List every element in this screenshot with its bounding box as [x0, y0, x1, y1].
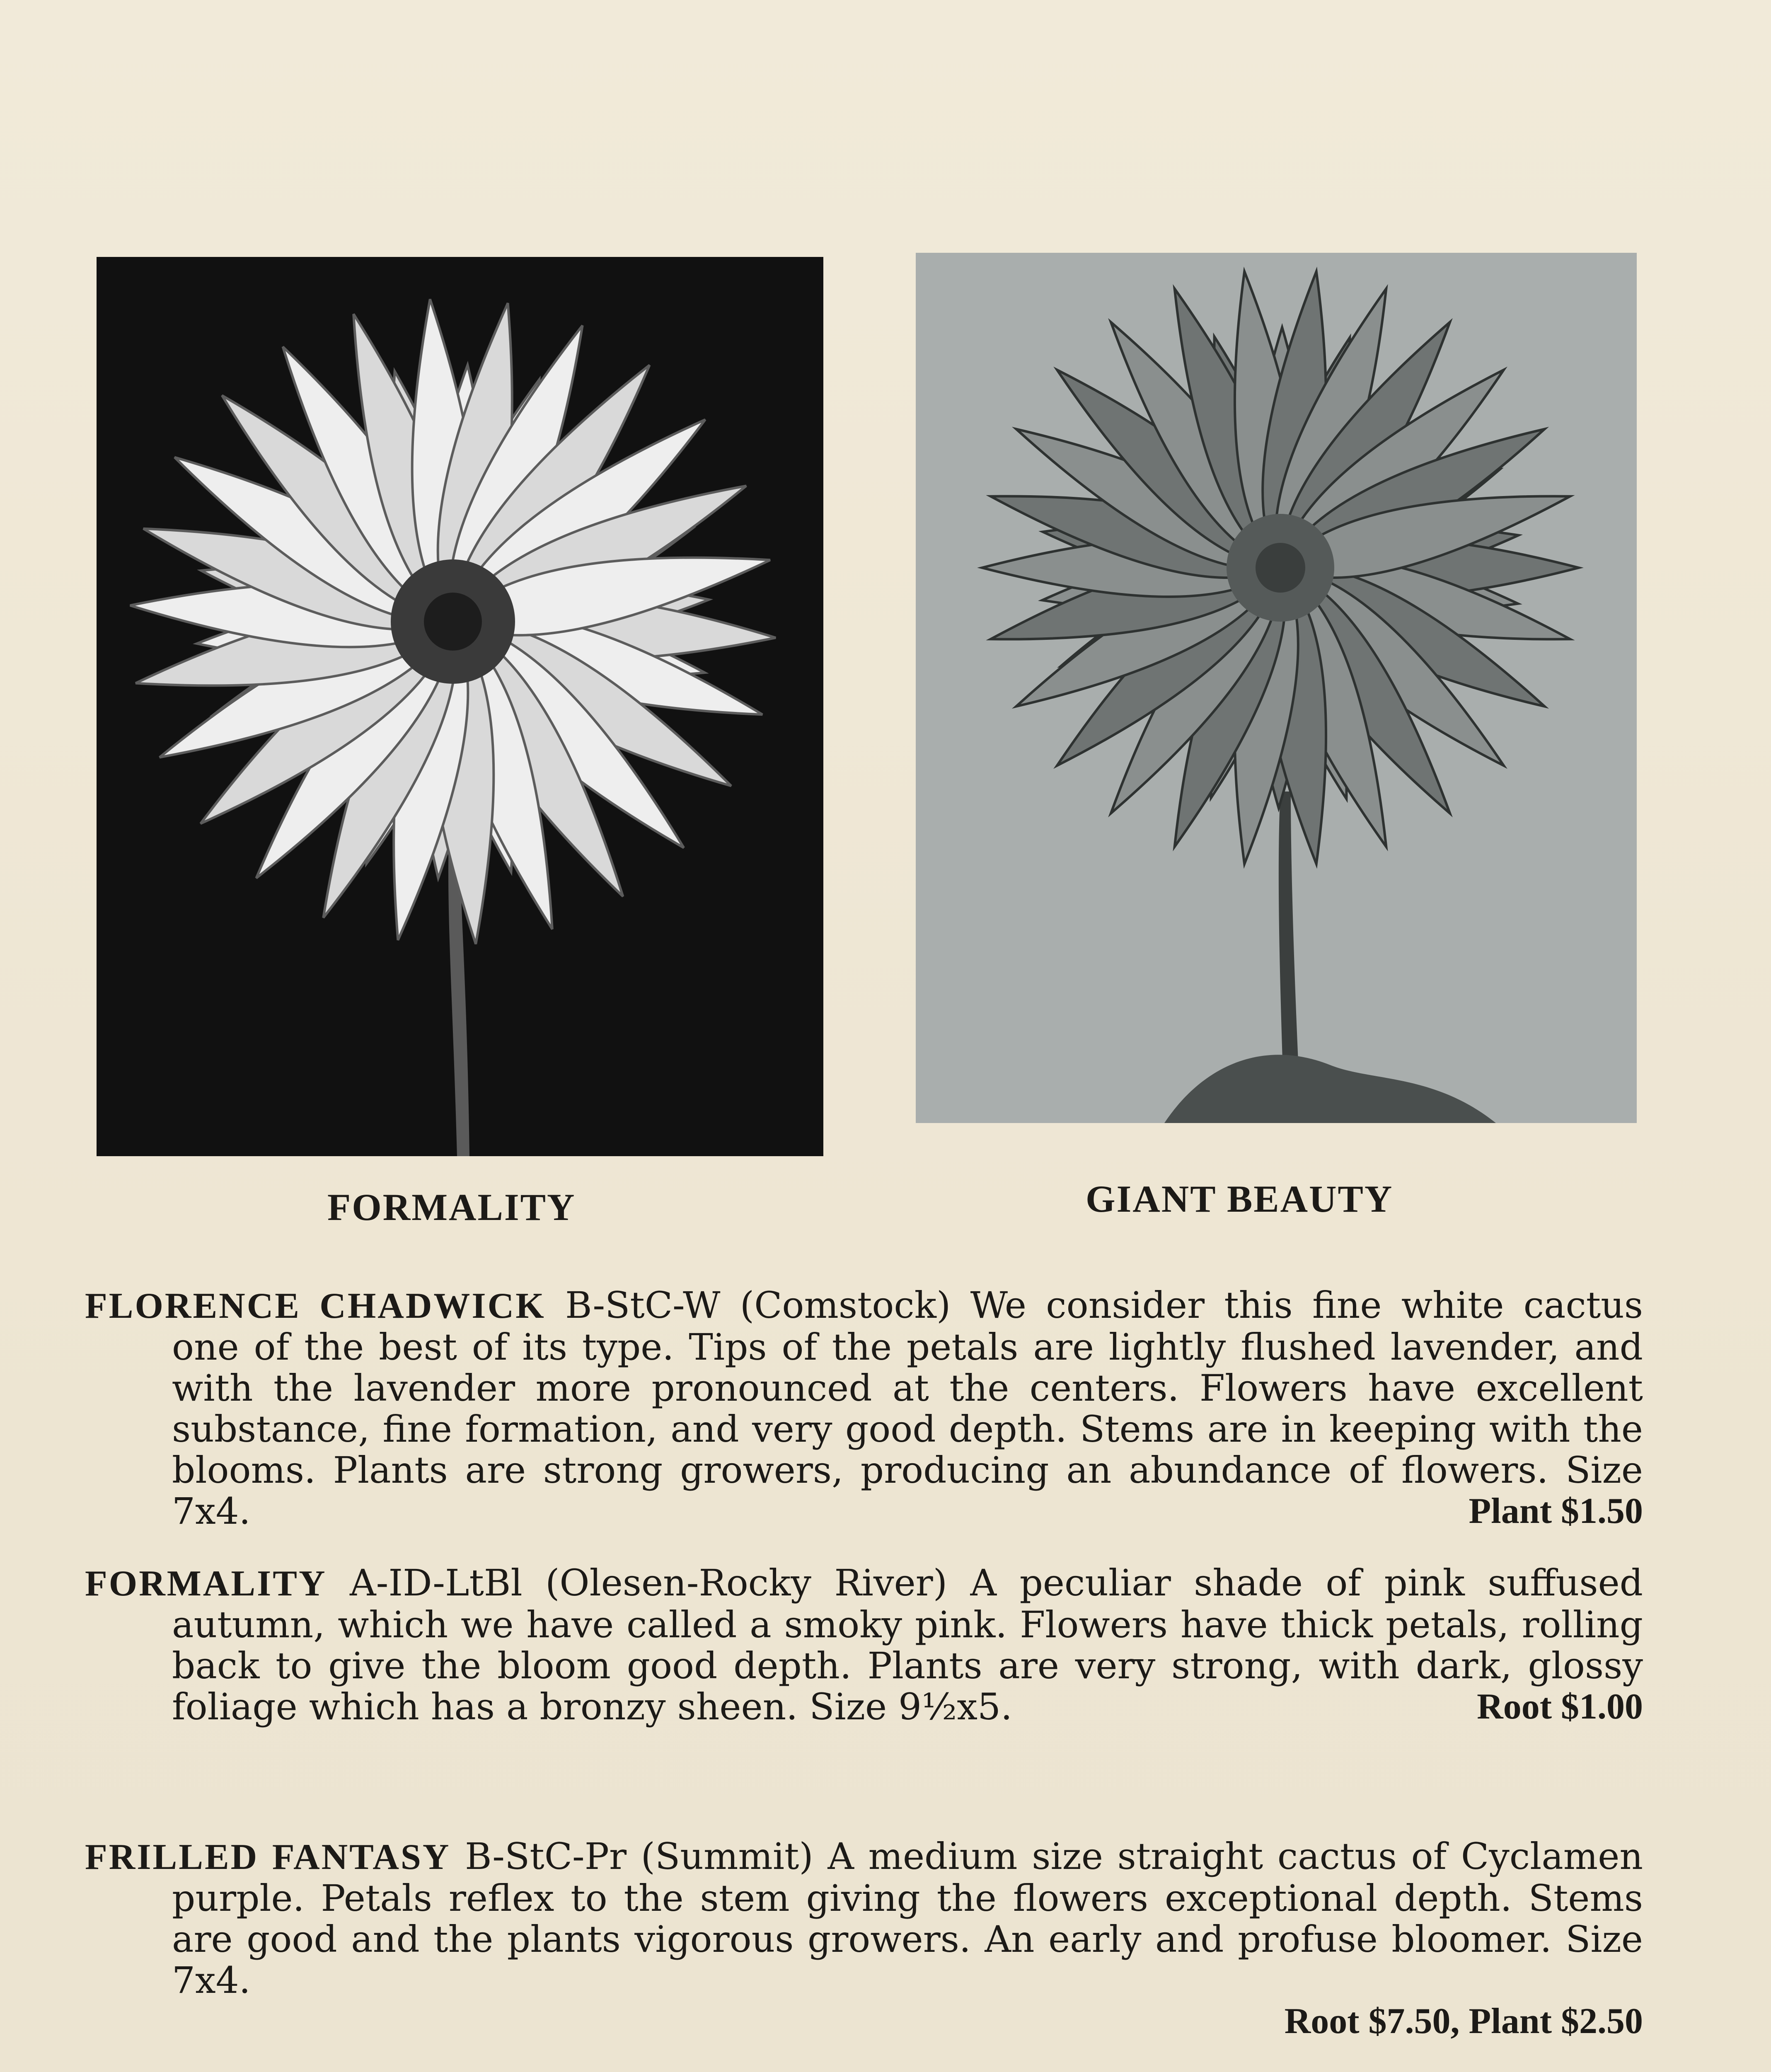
variety-description: A-ID-LtBl (Olesen-Rocky River) A peculiar shade of pink suffused autumn, which we have called a smoky pink. Flowers have thick petals, rolling back to give the bloom good depth. Plants are very strong, with dark, glossy foliage which has a bronzy sheen. Size 9½x5. — [172, 1561, 1643, 1728]
dahlia-flower-icon — [916, 253, 1637, 1123]
entry-frilled-fantasy — [85, 1836, 1643, 2042]
dahlia-flower-icon — [97, 257, 823, 1156]
formality-caption: FORMALITY — [327, 1186, 576, 1228]
entry-formality — [85, 1562, 1643, 1727]
variety-price: Root $7.50, Plant $2.50 — [1284, 2001, 1643, 2041]
variety-name: FLORENCE CHADWICK — [85, 1286, 546, 1326]
giant-beauty-photo — [916, 253, 1637, 1123]
variety-description: B-StC-Pr (Summit) A medium size straight cactus of Cyclamen purple. Petals reflex to the stem giving the flowers exceptional depth. Stems are good and the plants vigorous growers. An early and profuse bloomer. Size 7x4. — [172, 1835, 1643, 2002]
giant-beauty-caption: GIANT BEAUTY — [1086, 1178, 1394, 1220]
variety-name: FRILLED FANTASY — [85, 1837, 451, 1877]
entry-florence-chadwick — [85, 1285, 1643, 1532]
variety-price: Plant $1.50 — [1469, 1491, 1643, 1531]
variety-name: FORMALITY — [85, 1564, 327, 1604]
formality-photo — [97, 257, 823, 1156]
variety-price: Root $1.00 — [1477, 1687, 1643, 1727]
variety-description: B-StC-W (Comstock) We consider this fine white cactus one of the best of its type. Tips of the petals are lightly flushed lavender, and with the lavender more pronounced at the centers. Flowers have excellent substance, fine formation, and very good depth. Stems are in keeping with the blooms. Plants are strong growers, producing an abundance of flowers. Size 7x4. — [172, 1284, 1643, 1532]
